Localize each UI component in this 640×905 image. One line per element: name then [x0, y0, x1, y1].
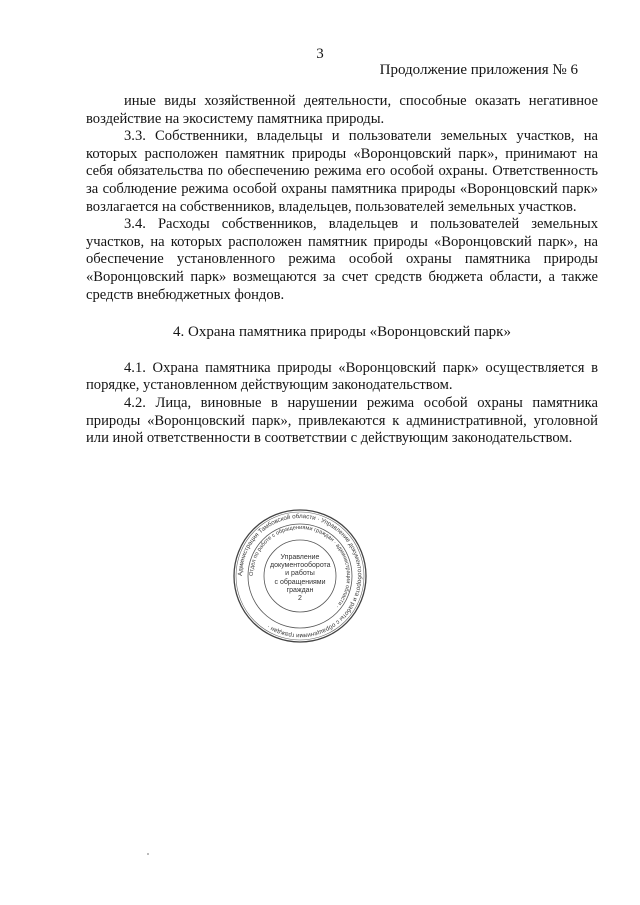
stamp-inner-text: Отдел по работе с обращениями граждан · администрации области ·	[248, 524, 352, 610]
stamp-line: граждан	[286, 586, 314, 594]
paragraph-continuation: иные виды хозяйственной деятельности, способные оказать негативное воздействие на экосистему памятника природы.	[86, 93, 598, 127]
section-4-heading: 4. Охрана памятника природы «Воронцовский парк»	[173, 324, 511, 341]
paragraph-3-4: 3.4. Расходы собственников, владельцев и пользователей земельных участков, на которых расположен памятник природы «Воронцовский парк», на обеспечение установленного режима особой охраны памятника природы «Воронцовский парк» возмещаются за счет средств бюджета области, а также средств внебюджетных фондов.	[86, 216, 598, 303]
scan-speck	[147, 853, 149, 855]
appendix-continuation-label: Продолжение приложения № 6	[379, 62, 578, 78]
stamp-outer-text: Администрация Тамбовской области · Управление документооборота и работы с обращениями граждан ·	[236, 512, 364, 640]
paragraph-3-3: 3.3. Собственники, владельцы и пользователи земельных участков, на которых расположен памятник природы «Воронцовский парк», принимают на себя обязательства по обеспечению режима его особой охраны. Ответственность за соблюдение режима особой охраны памятника природы «Воронцовский парк» возлагается на собственников, владельцев, пользователей земельных участков.	[86, 128, 598, 215]
page-number: 3	[316, 46, 324, 62]
stamp-line: Управление	[280, 554, 320, 561]
stamp-line: и работы	[285, 570, 315, 578]
stamp-line: документооборота	[270, 562, 331, 570]
stamp-center-text	[270, 554, 330, 603]
document-body	[86, 93, 598, 448]
paragraph-4-1: 4.1. Охрана памятника природы «Воронцовский парк» осуществляется в порядке, установленном действующим законодательством.	[86, 359, 598, 394]
official-stamp	[232, 508, 368, 644]
paragraph-4-2: 4.2. Лица, виновные в нарушении режима особой охраны памятника природы «Воронцовский парк», привлекаются к административной, уголовной или иной ответственности в соответствии с действующим законодательством.	[86, 394, 598, 447]
stamp-line: с обращениями	[274, 578, 326, 586]
stamp-line: 2	[298, 595, 302, 603]
